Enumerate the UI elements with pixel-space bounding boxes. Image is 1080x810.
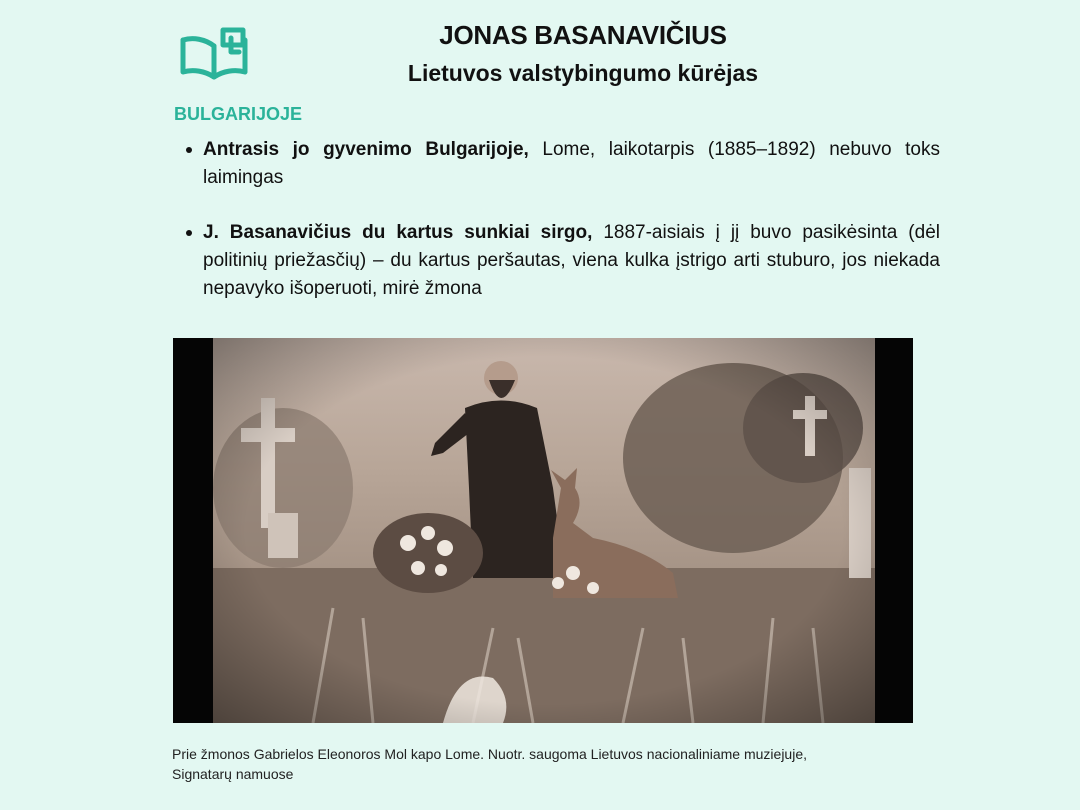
- photo-caption: [172, 744, 912, 784]
- photo-illustration: [173, 338, 913, 723]
- bullet-text: 1887-aisiais į jį buvo pasikėsinta (dėl politinių priežasčių) – du kartus peršautas, viena kulka įstrigo arti stuburo, jos niekada nepavyko išoperuoti, mirė žmona: [203, 222, 940, 299]
- bullet-item: [203, 219, 940, 303]
- bullet-text: Lome, laikotarpis (1885–1892) nebuvo toks laimingas: [203, 139, 940, 188]
- bullet-list: [175, 136, 940, 330]
- caption-line: Signatarų namuose: [172, 766, 294, 782]
- page-title: JONAS BASANAVIČIUS: [439, 20, 727, 50]
- bullet-item: [203, 136, 940, 192]
- bullet-bold: Antrasis jo gyvenimo Bulgarijoje,: [203, 139, 529, 160]
- bullet-bold: J. Basanavičius du kartus sunkiai sirgo,: [203, 222, 593, 243]
- page-subtitle: Lietuvos valstybingumo kūrėjas: [407, 60, 759, 86]
- historical-photo: [173, 338, 913, 723]
- caption-line: Prie žmonos Gabrielos Eleonoros Mol kapo Lome. Nuotr. saugoma Lietuvos nacionaliniame muziejuje,: [172, 746, 807, 762]
- section-heading: BULGARIJOJE: [174, 104, 303, 124]
